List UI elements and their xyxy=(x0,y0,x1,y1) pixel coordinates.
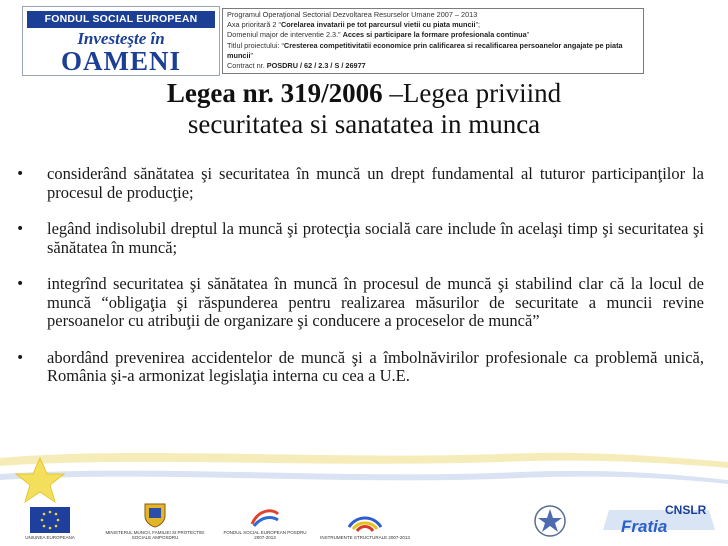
bullet-item: • integrînd securitatea şi sănătatea în muncă în procesul de muncă şi stabilind clar că la locul de muncă “obligaţia şi răspunderea pentru realizarea măsurilor de securitate a muncii revine persoanelor cu atribuţii de organizare şi conducere a proceselor de muncă” xyxy=(16,274,704,330)
bullet-dot-icon: • xyxy=(16,276,25,292)
bullet-dot-icon: • xyxy=(16,166,25,182)
bullet-dot-icon: • xyxy=(16,221,25,237)
title-line-1 xyxy=(40,78,688,109)
title-rest: –Legea priviind xyxy=(382,78,562,108)
title-line-2: securitatea si sanatatea in munca xyxy=(187,109,541,139)
sponsor-fse: FONDUL SOCIAL EUROPEAN POSDRU 2007-2013 xyxy=(220,504,310,540)
romania-crest-icon xyxy=(143,502,167,528)
sponsor-ministry: MINISTERUL MUNCII, FAMILIEI SI PROTECTIEI SOCIALE AMPOSDRU xyxy=(100,502,210,540)
fse-logo xyxy=(22,6,220,76)
bullet-item: • legând indisolubil dreptul la muncă şi protecţia socială care include în acelaşi timp şi securitatea şi sănătatea în muncă; xyxy=(16,219,704,257)
sponsor-logos xyxy=(0,496,728,546)
sponsor-partner xyxy=(520,504,580,540)
project-contract-line: Contract nr. POSDRU / 62 / 2.3 / S / 26977 xyxy=(227,61,366,71)
bullet-list xyxy=(16,165,704,404)
bullet-item: • abordând prevenirea accidentelor de muncă şi a îmbolnăvirilor profesionale ca problemă unică, România şi-a armonizat legislaţia interna cu cea a U.E. xyxy=(16,347,704,385)
law-number: Legea nr. 319/2006 xyxy=(166,78,383,108)
project-domain-line: Domeniul major de interventie 2.3.” Acces si participare la formare profesionala continua” xyxy=(227,30,530,40)
project-axis-line: Axa prioritară 2 “Corelarea invatarii pe tot parcursul vietii cu piata muncii”; xyxy=(227,20,481,30)
sponsor-cnslr xyxy=(600,500,718,538)
sponsor-eu: UNIUNEA EUROPEANA xyxy=(10,507,90,540)
partner-star-icon xyxy=(533,504,567,538)
logo-band-text: FONDUL SOCIAL EUROPEAN xyxy=(27,11,215,28)
cnslr-fratia-icon xyxy=(603,500,715,536)
logo-oameni: OAMENI xyxy=(61,46,181,76)
fratia-text: Fratia xyxy=(621,517,668,536)
project-info-box xyxy=(222,8,644,74)
project-title-line: Titlul proiectului: “Cresterea competitivitatii economice prin calificarea si recalificarea persoanelor angajate pe piata muncii” xyxy=(227,40,623,60)
bullet-dot-icon: • xyxy=(16,349,25,366)
logo-slogan: Investeşte în xyxy=(77,29,165,48)
fse-icon xyxy=(248,504,282,528)
structural-funds-icon xyxy=(345,509,385,533)
eu-flag-icon xyxy=(30,507,70,533)
slide-title xyxy=(40,78,688,140)
project-program-line: Programul Operaţional Sectorial Dezvoltarea Resurselor Umane 2007 – 2013 xyxy=(227,10,478,19)
bullet-item: • considerând sănătatea şi securitatea în muncă un drept fundamental al tuturor participanţilor la procesul de producţie; xyxy=(16,164,704,202)
cnslr-text: CNSLR xyxy=(665,503,707,517)
sponsor-structural: INSTRUMENTE STRUCTURALE 2007-2013 xyxy=(320,509,410,540)
